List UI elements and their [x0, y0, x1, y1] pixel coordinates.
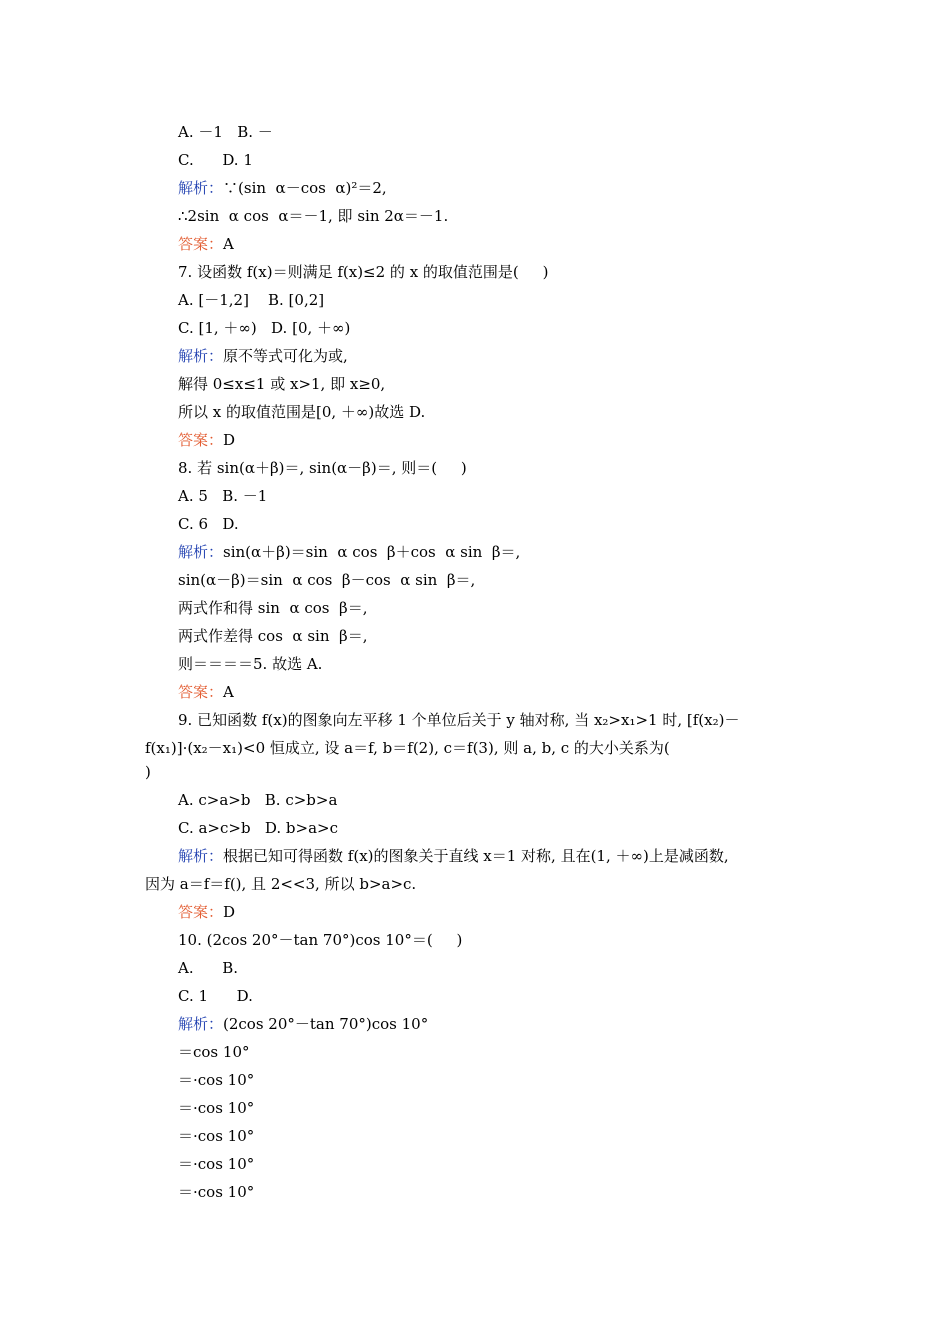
text-line [178, 122, 273, 142]
line-text: C. 1 D. [178, 987, 253, 1005]
line-text: ＝·cos 10° [178, 1099, 255, 1117]
line-text: 解得 0≤x≤1 或 x>1, 即 x≥0, [178, 375, 386, 393]
line-text: C. [1, ＋∞) D. [0, ＋∞) [178, 319, 351, 337]
line-text: 所以 x 的取值范围是[0, ＋∞)故选 D. [178, 403, 426, 421]
line-label: 解析： [178, 1015, 224, 1033]
line-text: 因为 a＝f＝f(), 且 2<<3, 所以 b>a>c. [145, 875, 417, 893]
line-text: A. c>a>b B. c>b>a [178, 791, 338, 809]
text-line [178, 150, 253, 170]
line-text: (2cos 20°－tan 70°)cos 10° [223, 1015, 429, 1033]
line-text: 则＝＝＝＝5. 故选 A. [178, 655, 323, 673]
text-line [178, 542, 520, 562]
line-text: A. 5 B. －1 [178, 487, 268, 505]
line-text: ＝·cos 10° [178, 1183, 255, 1201]
text-line [178, 514, 239, 534]
text-line [178, 902, 235, 922]
text-line [178, 458, 467, 478]
line-text: C. D. 1 [178, 151, 253, 169]
text-line [178, 374, 385, 394]
text-line [178, 178, 387, 198]
line-label: 答案： [178, 683, 224, 701]
line-text: 7. 设函数 f(x)＝则满足 f(x)≤2 的 x 的取值范围是( ) [178, 263, 549, 281]
line-label: 答案： [178, 431, 224, 449]
line-label: 答案： [178, 235, 224, 253]
line-text: ＝·cos 10° [178, 1127, 255, 1145]
text-line [178, 290, 324, 310]
text-line [178, 1014, 428, 1034]
text-line [178, 790, 337, 810]
text-line [178, 846, 729, 866]
line-text: A [223, 683, 234, 701]
line-text: ∴2sin α cos α＝－1, 即 sin 2α＝－1. [178, 207, 449, 225]
line-text: 根据已知可得函数 f(x)的图象关于直线 x＝1 对称, 且在(1, ＋∞)上是减函数, [223, 847, 729, 865]
line-text: 8. 若 sin(α＋β)＝, sin(α－β)＝, 则＝( ) [178, 459, 467, 477]
text-line [178, 1126, 254, 1146]
line-text: ＝·cos 10° [178, 1155, 255, 1173]
line-text: A. [－1,2] B. [0,2] [178, 291, 325, 309]
text-line [178, 710, 739, 730]
text-line [178, 598, 367, 618]
line-label: 解析： [178, 543, 224, 561]
line-text: 两式作差得 cos α sin β＝, [178, 627, 368, 645]
text-line [178, 1182, 254, 1202]
text-line [145, 738, 670, 758]
text-line [178, 1154, 254, 1174]
text-line [178, 654, 322, 674]
line-text: D [223, 903, 236, 921]
text-line [178, 318, 350, 338]
line-text: ∵(sin α－cos α)²＝2, [223, 179, 387, 197]
text-line [178, 1042, 250, 1062]
line-text: sin(α－β)＝sin α cos β－cos α sin β＝, [178, 571, 476, 589]
text-line [178, 818, 338, 838]
text-line [145, 762, 151, 782]
text-line [178, 682, 234, 702]
line-text: f(x₁)]·(x₂－x₁)<0 恒成立, 设 a＝f, b＝f(2), c＝f(3), 则 a, b, c 的大小关系为( [145, 739, 670, 757]
text-line [178, 1098, 254, 1118]
text-line [178, 958, 238, 978]
text-line [178, 234, 234, 254]
text-line [178, 262, 548, 282]
line-text: ) [145, 763, 151, 781]
line-text: 9. 已知函数 f(x)的图象向左平移 1 个单位后关于 y 轴对称, 当 x₂>x₁>1 时, [f(x₂)－ [178, 711, 740, 729]
line-text: C. a>c>b D. b>a>c [178, 819, 338, 837]
line-text: ＝·cos 10° [178, 1071, 255, 1089]
text-line [178, 930, 462, 950]
line-label: 解析： [178, 347, 224, 365]
text-line [178, 486, 267, 506]
text-line [178, 986, 253, 1006]
line-text: C. 6 D. [178, 515, 239, 533]
line-text: D [223, 431, 236, 449]
line-text: A. B. [178, 959, 238, 977]
text-line [178, 1070, 254, 1090]
line-text: A. －1 B. － [178, 123, 273, 141]
line-text: 原不等式可化为或, [223, 347, 348, 365]
line-text: sin(α＋β)＝sin α cos β＋cos α sin β＝, [223, 543, 521, 561]
text-line [145, 874, 416, 894]
line-text: 两式作和得 sin α cos β＝, [178, 599, 368, 617]
line-label: 解析： [178, 179, 224, 197]
line-label: 答案： [178, 903, 224, 921]
text-line [178, 206, 448, 226]
line-text: ＝cos 10° [178, 1043, 250, 1061]
line-label: 解析： [178, 847, 224, 865]
text-line [178, 430, 235, 450]
text-line [178, 626, 367, 646]
line-text: A [223, 235, 234, 253]
text-line [178, 402, 425, 422]
line-text: 10. (2cos 20°－tan 70°)cos 10°＝( ) [178, 931, 463, 949]
text-line [178, 570, 475, 590]
text-line [178, 346, 348, 366]
